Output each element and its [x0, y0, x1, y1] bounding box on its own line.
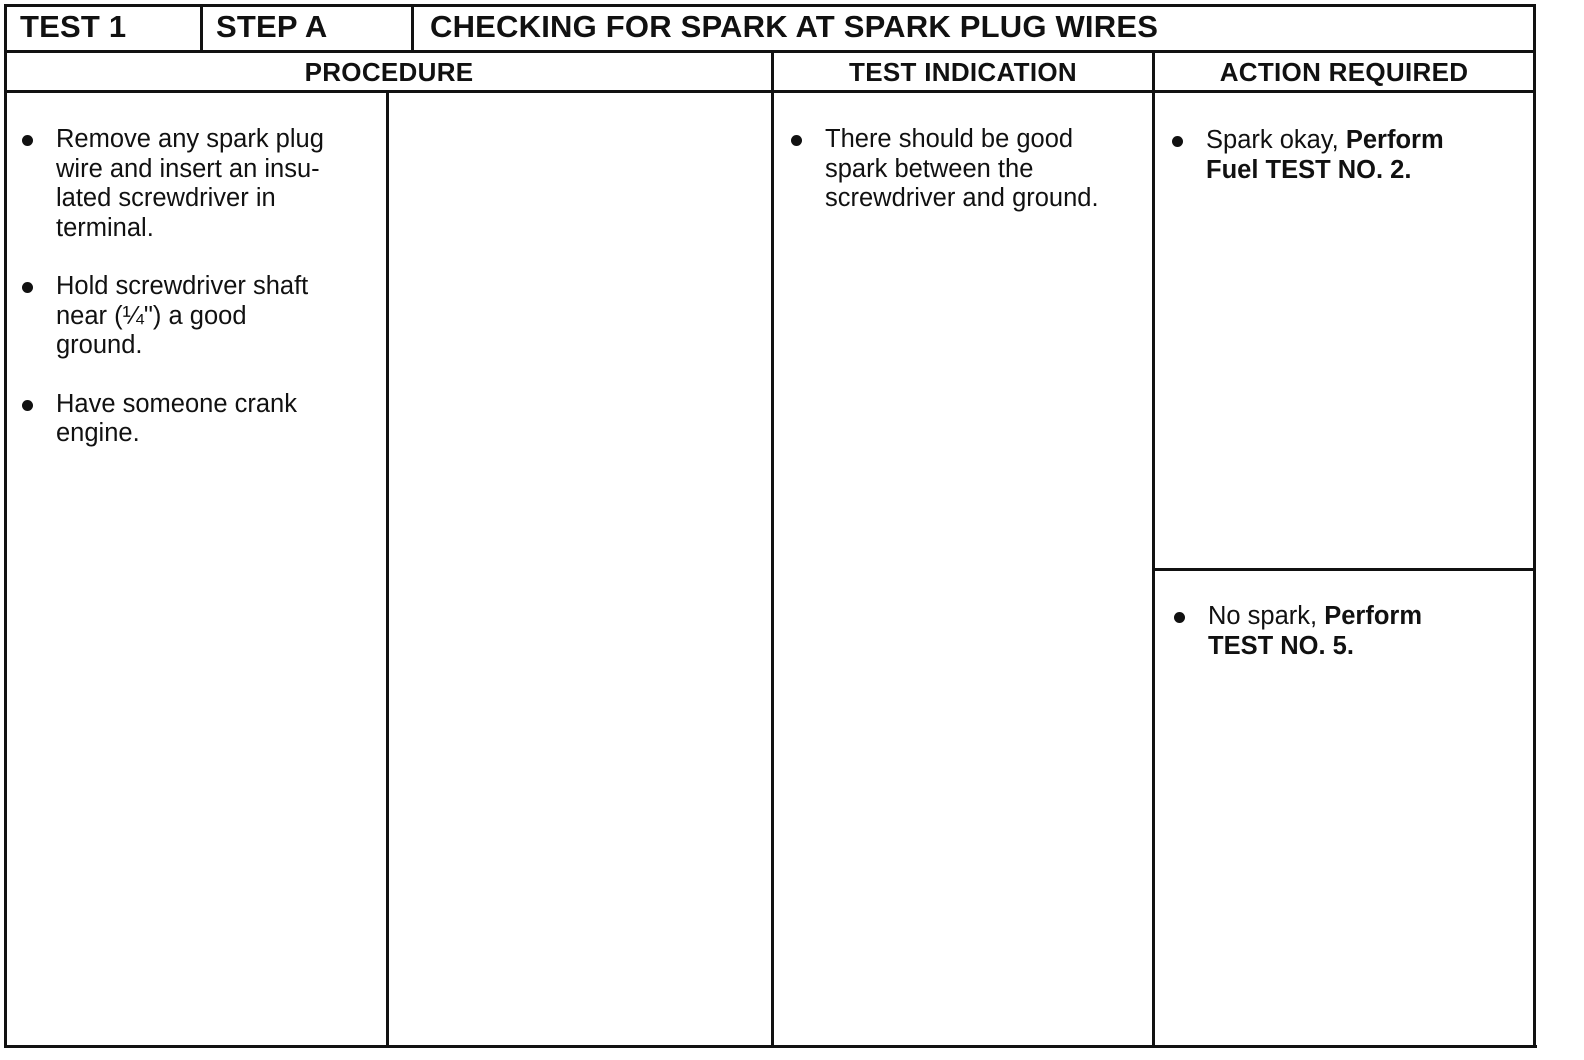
procedure-heading: PROCEDURE	[304, 56, 474, 87]
bullet-icon	[22, 282, 33, 293]
bullet-icon	[791, 135, 802, 146]
procedure-item-remove-wire	[20, 125, 375, 243]
procedure-item-line: lated screwdriver in	[56, 184, 276, 212]
action-text: Spark okay,	[1206, 126, 1346, 154]
procedure-item-line: engine.	[56, 419, 140, 447]
table-border-right	[1533, 4, 1536, 1048]
procedure-item-hold-screwdriver	[20, 272, 375, 361]
title-divider-1	[200, 4, 203, 52]
test-indication-line: There should be good	[825, 125, 1074, 153]
action-line	[1208, 602, 1527, 632]
procedure-list	[20, 125, 375, 478]
test-indication-heading: TEST INDICATION	[849, 56, 1077, 87]
test-indication-item	[789, 125, 1144, 214]
test-indication-left-divider	[771, 52, 774, 1048]
test-indication-line: spark between the	[825, 154, 1034, 183]
action-required-divider	[1154, 568, 1535, 571]
table-border-left	[4, 4, 7, 1048]
action-required-heading: ACTION REQUIRED	[1219, 56, 1469, 87]
action-required-left-divider	[1152, 52, 1155, 1048]
procedure-item-line: terminal.	[56, 213, 154, 242]
action-no-spark-list	[1172, 602, 1527, 690]
action-emphasis: Perform	[1345, 126, 1444, 154]
action-spark-okay	[1170, 126, 1525, 185]
procedure-item-line: ground.	[56, 331, 143, 359]
action-emphasis: Fuel TEST NO. 2.	[1206, 155, 1412, 184]
bullet-icon	[1174, 612, 1185, 623]
procedure-item-line: wire and insert an insu-	[56, 154, 320, 183]
action-emphasis: TEST NO. 5.	[1208, 631, 1354, 660]
page-title: CHECKING FOR SPARK AT SPARK PLUG WIRES	[430, 9, 1159, 44]
step-label: STEP A	[216, 9, 328, 44]
title-divider-2	[411, 4, 414, 52]
action-no-spark	[1172, 602, 1527, 661]
test-indication-list	[789, 125, 1144, 243]
bullet-icon	[22, 135, 33, 146]
action-text: No spark,	[1208, 602, 1325, 630]
bullet-icon	[1172, 136, 1183, 147]
action-spark-okay-list	[1170, 126, 1525, 214]
procedure-item-line: near (¼") a good	[56, 301, 247, 330]
action-line	[1206, 126, 1525, 156]
test-indication-line: screwdriver and ground.	[825, 184, 1099, 212]
procedure-item-line: Have someone crank	[56, 389, 297, 418]
procedure-inner-divider	[386, 91, 389, 1048]
bullet-icon	[22, 400, 33, 411]
procedure-item-line: Hold screwdriver shaft	[56, 272, 309, 300]
action-emphasis: Perform	[1324, 602, 1422, 630]
procedure-item-line: Remove any spark plug	[56, 125, 324, 153]
procedure-item-crank-engine	[20, 390, 375, 449]
test-number-label: TEST 1	[20, 9, 127, 44]
